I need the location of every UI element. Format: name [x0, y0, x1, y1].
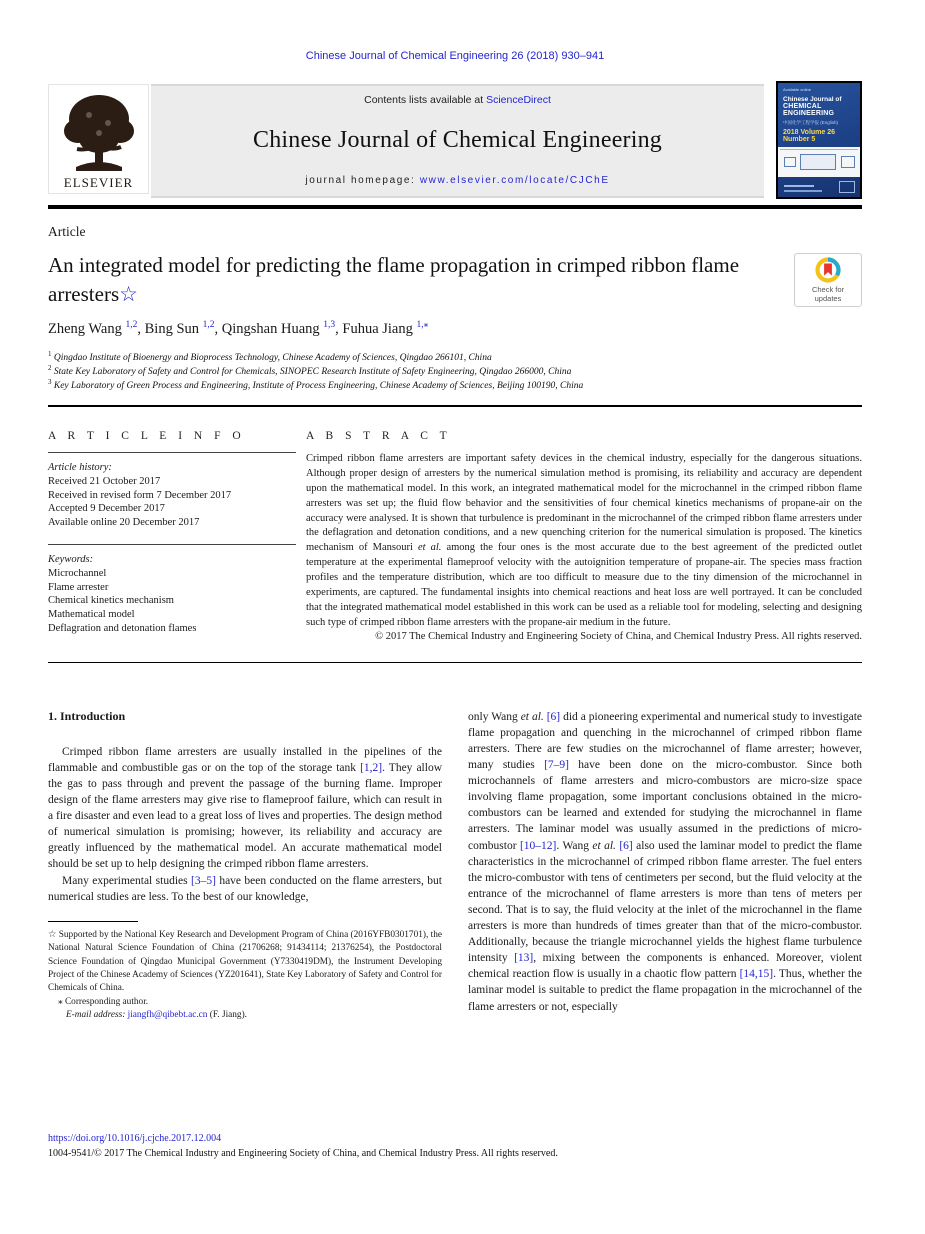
- body-paragraph: [468, 709, 862, 1015]
- text-segment: Zheng Wang: [48, 320, 126, 337]
- info-rule-1: [48, 452, 296, 453]
- keyword-item: Microchannel: [48, 567, 107, 579]
- elsevier-logo: [48, 84, 149, 194]
- check-updates-label: Check for updates: [811, 284, 845, 303]
- abstract-header: A B S T R A C T: [306, 429, 452, 442]
- journal-cover-thumbnail: [776, 81, 862, 199]
- cover-footer: [778, 177, 860, 197]
- cover-tagline: Available online: [783, 87, 811, 92]
- abstract-copyright: © 2017 The Chemical Industry and Engineering Society of China, and Chemical Industry Press. All rights reserved.: [375, 630, 862, 642]
- history-item: Received in revised form 7 December 2017: [48, 489, 232, 501]
- affiliations: [48, 351, 862, 393]
- check-updates-badge[interactable]: [794, 253, 862, 307]
- body-left-column: [48, 709, 442, 1023]
- text-segment: , Fuhua Jiang: [335, 320, 417, 337]
- text-segment: have been done on the micro-combustor. Since both microchannels of flame arresters and micro-combustors are micro-size space involving flame propagation, some important conclusions obtained in the micro-combustors can be learned and extended for studying the microchannel in flame arresters. The laminar model was usually assumed in the predictions of micro-combustor: [468, 759, 862, 852]
- affiliation-3: $^3$ Key Laboratory of Green Process and Engineering, Institute of Process Engineering, Chinese Academy of Sciences, Beijing 100190, China: [48, 377, 584, 391]
- abstract-column: [306, 421, 862, 642]
- article-info-column: [48, 421, 296, 642]
- footnote-support: [48, 929, 442, 996]
- text-segment: . They allow the gas to pass through and prevent the passage of the burning flame. Improper design of the flame arresters may give rise to flameproof failure, which can result in a fire disaster and even lead to a great loss of lives and properties. The design method of numerical simulation is promising; however, its reliability and accuracy are greatly influenced by the mathematical model. An accurate mathematical model should be set up to help designing the crimped ribbon flame arresters.: [48, 761, 442, 871]
- cover-text: [778, 83, 860, 143]
- body-paragraph: [48, 873, 442, 905]
- text-segment: ☆ Supported by the National Key Research and Development Program of China (2016YFB0301701), the National Natural Science Foundation of China (21706268; 91434114; 21376254), the Postdoctoral Science Foundation of Qingdao Municipal Government (Y7330419DM), the Instrument Developing Project of the Chinese Academy of Sciences (YZ201641), State Key Laboratory of Safety and Control for Chemicals of China.: [48, 929, 442, 994]
- body-paragraph: [48, 744, 442, 873]
- history-item: Received 21 October 2017: [48, 475, 161, 487]
- text-segment: Crimped ribbon flame arresters are important safety devices in the chemical industry, especially for the dangerous situations. Although proper design of arresters by the numerical simulation method is promising, its reliability and accuracy are dependent upon the mathematical model. In this work, an integrated mathematical model for the microchannel in the crimped ribbon flame arresters was set up; the fluid flow behavior and the sensitivities of four chemical kinetics mechanisms of propane-air on the accuracy were analysed. It is shown that turbulence is predominant in the microchannel of the crimped ribbon flame arresters under the deflagration and detonation conditions, and a new quenching criterion for the numerical simulation is proposed. The kinetics mechanism of Mansouri: [306, 452, 862, 554]
- keyword-item: Mathematical model: [48, 609, 135, 621]
- article-body: [48, 709, 862, 1023]
- page-footer: [48, 1133, 862, 1159]
- affiliation-1: $^1$ Qingdao Institute of Bioenergy and Bioprocess Technology, Chinese Academy of Sciences, Qingdao 266101, China: [48, 349, 492, 363]
- citation-header: [48, 50, 862, 62]
- reference-link[interactable]: [6]: [546, 710, 561, 723]
- homepage-prefix: journal homepage:: [305, 175, 420, 186]
- text-segment: ☆: [119, 281, 138, 306]
- elsevier-tree-icon: [56, 89, 142, 175]
- banner-center: [151, 84, 764, 198]
- check-updates-icon: [815, 257, 841, 283]
- doi-link[interactable]: https://doi.org/10.1016/j.cjche.2017.12.004: [48, 1133, 222, 1144]
- section-divider-rule: [48, 662, 862, 663]
- article-title: [48, 251, 794, 309]
- text-segment: only Wang: [468, 710, 521, 723]
- text-segment: et al.: [520, 710, 544, 723]
- reference-link[interactable]: [10–12]: [519, 839, 557, 852]
- text-segment: 1,3: [323, 320, 336, 331]
- cover-title-2: CHEMICAL ENGINEERING: [783, 103, 835, 117]
- text-segment: et al.: [417, 542, 442, 554]
- footnote-rule: [48, 921, 138, 922]
- text-segment: 1,2: [202, 320, 215, 331]
- text-segment: 1,2: [125, 320, 138, 331]
- sciencedirect-link[interactable]: ScienceDirect: [486, 94, 551, 106]
- email-link[interactable]: jiangfh@qibebt.ac.cn: [127, 1010, 208, 1021]
- article-info-header: A R T I C L E I N F O: [48, 429, 246, 442]
- reference-link[interactable]: [13]: [514, 952, 534, 965]
- article-history: [48, 461, 296, 530]
- homepage-line: [305, 175, 609, 186]
- journal-homepage-link[interactable]: www.elsevier.com/locate/CJChE: [419, 175, 610, 186]
- journal-banner: [48, 84, 862, 198]
- text-segment: et al.: [592, 839, 616, 852]
- text-segment: Many experimental studies: [62, 874, 191, 887]
- cover-subtitle: 中国化学工程学报 (English): [783, 120, 839, 125]
- cover-diagram: [778, 147, 860, 177]
- text-segment: , Bing Sun: [137, 320, 203, 337]
- footnote-block: [48, 921, 442, 1023]
- author-list: [48, 321, 862, 338]
- elsevier-wordmark: ELSEVIER: [63, 175, 134, 190]
- text-segment: , mixing between the components is enhanced. Moreover, violent chemical reaction flow is usually in a chaotic flow pattern: [468, 952, 862, 981]
- email-label: E-mail address:: [66, 1010, 128, 1021]
- text-segment: . Wang: [556, 839, 593, 852]
- text-segment: among the four ones is the most accurate due to the best agreement of the predicted outlet temperature at the experimental flameproof velocity with the autoignition temperature of propane-air. The species mass fraction profiles and the temperature distribution, which are too difficult to measure due to the tiny dimension of the microchannel in experiments, are captured. The fundamental insights into chemical reactions and heat loss are well portrayed. It can be concluded that the integrated mathematical model established in this work can be used as a reliable tool for modeling, selecting and designing such type of crimped ribbon flame arresters with the propane-air medium in the future.: [306, 542, 863, 628]
- keyword-item: Flame arrester: [48, 581, 109, 593]
- reference-link[interactable]: [3–5]: [191, 874, 216, 887]
- history-item: Accepted 9 December 2017: [48, 503, 165, 515]
- text-segment: also used the laminar model to predict the flame characteristics in the microchannel of crimped ribbon flame arrester. The fuel enters the micro-combustor with tens of centimeters per second, but the fluid velocity at the entrance of the microchannel of flame arresters is more than tens of meters per second. That is to say, the fluid velocity at the inlet of the microchannel in the flame arresters is more than hundreds of times greater than that of the micro-combustor. Additionally, because the triangle microchannel yields the highest flame turbulence intensity: [468, 839, 862, 965]
- body-right-column: [468, 709, 862, 1023]
- text-segment: did a pioneering experimental and numerical study to investigate flame propagation and quenching in the microchannel of crimped ribbon flame arresters. There are few studies on the microchannel of flame arrester; however, many studies: [468, 710, 862, 772]
- reference-link[interactable]: [14,15]: [739, 968, 774, 981]
- footnote-corresponding: ⁎ Corresponding author.: [58, 996, 149, 1007]
- info-rule-2: [48, 544, 296, 545]
- keyword-item: Deflagration and detonation flames: [48, 622, 197, 634]
- contents-line: [364, 94, 551, 106]
- citation-link[interactable]: Chinese Journal of Chemical Engineering 26 (2018) 930–941: [305, 50, 605, 62]
- affiliation-2: $^2$ State Key Laboratory of Safety and Control for Chemicals, SINOPEC Research Institute of Safety Engineering, Qingdao 266000, China: [48, 363, 572, 377]
- footer-copyright: 1004-9541/© 2017 The Chemical Industry and Engineering Society of China, and Chemical Industry Press. All rights reserved.: [48, 1148, 558, 1159]
- meta-top-rule: [48, 405, 862, 407]
- keywords-label: Keywords:: [48, 553, 94, 565]
- email-suffix: (F. Jiang).: [207, 1010, 247, 1021]
- keyword-item: Chemical kinetics mechanism: [48, 595, 174, 607]
- section-1-heading: 1. Introduction: [48, 708, 126, 723]
- journal-title: Chinese Journal of Chemical Engineering: [252, 127, 663, 153]
- reference-link[interactable]: [7–9]: [544, 759, 569, 772]
- history-item: Available online 20 December 2017: [48, 517, 200, 529]
- text-segment: , Qingshan Huang: [214, 320, 324, 337]
- text-segment: An integrated model for predicting the flame propagation in crimped ribbon flame arresters: [48, 253, 740, 306]
- keywords-block: [48, 553, 296, 636]
- text-segment: Crimped ribbon flame arresters are usually installed in the pipelines of the flammable and combustible gas or on the top of the storage tank: [48, 745, 442, 774]
- cover-title-1: Chinese Journal of: [783, 96, 842, 103]
- text-segment: . Thus, whether the laminar model is suitable to predict the flame propagation in the microchannel of the flame arresters or not, especially: [468, 968, 862, 1013]
- article-type-label: Article: [48, 224, 86, 239]
- abstract-text: [306, 452, 862, 631]
- header-rule: [48, 205, 862, 209]
- reference-link[interactable]: [6]: [619, 839, 633, 852]
- text-segment: have been conducted on the flame arresters, but numerical studies are less. To the best of our knowledge,: [48, 874, 443, 903]
- cover-year: 2018 Volume 26 Number 5: [783, 129, 836, 143]
- reference-link[interactable]: [1,2]: [360, 761, 383, 774]
- text-segment: 1,⁎: [416, 320, 429, 331]
- history-label: Article history:: [48, 461, 112, 473]
- contents-prefix: Contents lists available at: [364, 94, 487, 106]
- footnote-email-line: [48, 1009, 442, 1022]
